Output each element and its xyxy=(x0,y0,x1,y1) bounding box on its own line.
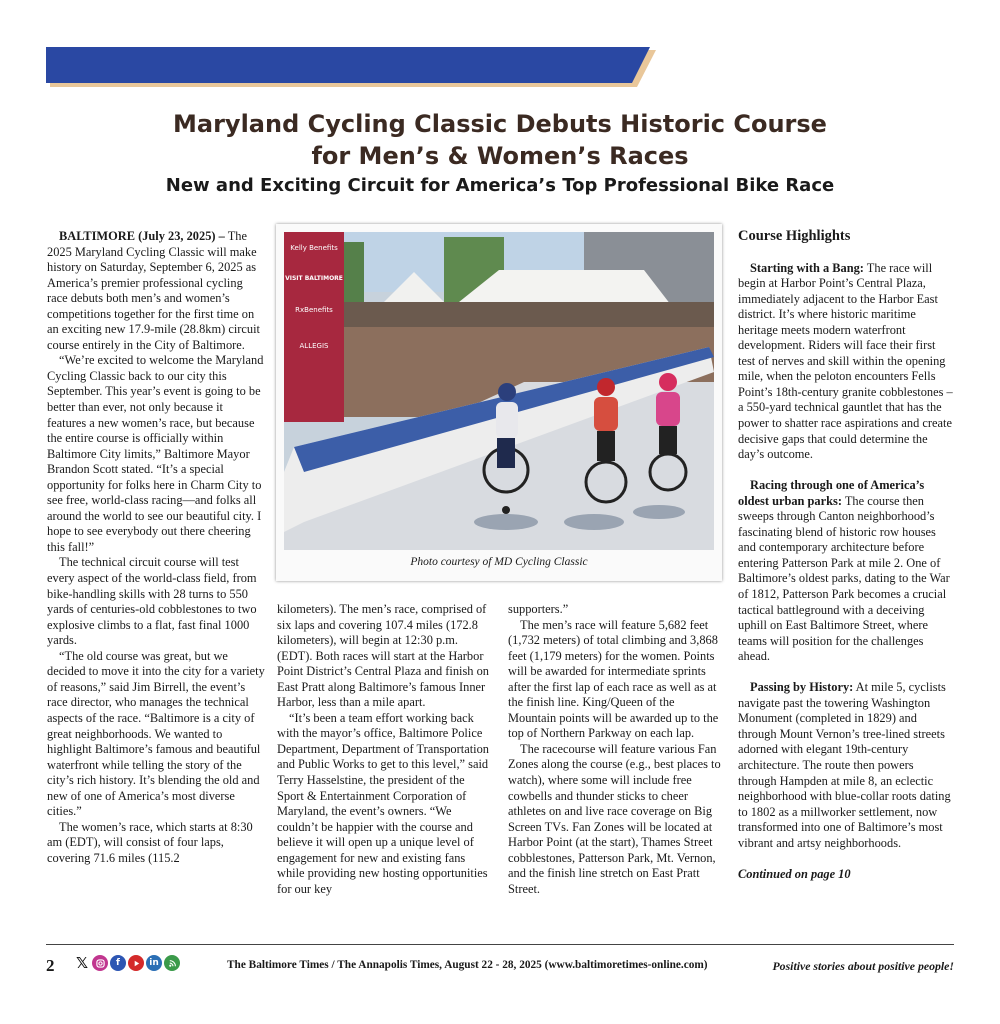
course-highlights-sidebar xyxy=(738,229,954,882)
x-twitter-icon[interactable]: 𝕏 xyxy=(75,954,89,972)
highlight-2-label: Racing through one of America’s oldest urban parks: xyxy=(738,478,925,508)
course-highlights-title: Course Highlights xyxy=(738,228,851,244)
youtube-icon[interactable] xyxy=(128,955,144,971)
highlight-3-text: At mile 5, cyclists navigate past the towering Washington Monument (completed in 1829) and through Mount Vernon’s tree-lined streets adorned with elegant 19th-century architecture. The route then powers through Hampden at mile 8, an eclectic neighborhood with blue-collar roots dating to 1802 as a millworker settlement, now transformed into one of Baltimore’s most vibrant and artsy neighborhoods. xyxy=(738,680,951,850)
footer-divider xyxy=(46,944,954,945)
rss-icon[interactable] xyxy=(164,955,180,971)
article-column-2 xyxy=(277,602,492,897)
paragraph-3: The technical circuit course will test every aspect of the world-class field, from bike-handling skills with 28 turns to 550 yards of centuries-old cobblestones to two explosive climbs to a flat, fast final 1000 yards. xyxy=(47,555,257,648)
paragraph-2: “We’re excited to welcome the Maryland Cycling Classic back to our city this September. This year’s event is going to be better than ever, not only because it features a new women’s race, but because the entire course is officially within Baltimore City limits,” Baltimore Mayor Brandon Scott stated. “It’s a special opportunity for folks here in Charm City to see free, world-class racing—and folks all around the world to see our beautiful city. I hope to see everybody out there cheering this fall!” xyxy=(47,353,264,554)
headline-line-2: for Men’s & Women’s Races xyxy=(311,142,689,170)
subheadline: New and Exciting Circuit for America’s Top Professional Bike Race xyxy=(165,175,835,196)
paragraph-7: The men’s race will feature 5,682 feet (1,732 meters) of total climbing and 3,868 feet (1,179 meters) for the women. Points will be awarded for intermediate sprints after the first lap of each race as well as at the finish line. King/Queen of the Mountain points will be awarded up to the top of Northern Parkway on each lap. xyxy=(508,617,719,741)
headline xyxy=(0,108,1000,172)
article-column-3 xyxy=(508,602,723,897)
banner-sponsor-3: RxBenefits xyxy=(295,306,333,314)
paragraph-4: “The old course was great, but we decided to move it into the city for a variety of reasons,” said Jim Birrell, the event’s race director, who manages the technical aspects of the race. “Baltimore is a city of great neighborhoods. We wanted to highlight Baltimore’s famous and beautiful waterfront while telling the story of the city’s rich history. It’s blending the old and new of one of America’s most diverse cities.” xyxy=(47,648,265,819)
headline-line-1: Maryland Cycling Classic Debuts Historic Course xyxy=(173,110,827,138)
highlight-3-label: Passing by History: xyxy=(750,680,854,695)
photo-caption: Photo courtesy of MD Cycling Classic xyxy=(410,556,588,568)
footer-slogan: Positive stories about positive people! xyxy=(772,959,954,973)
paragraph-5: The women’s race, which starts at 8:30 am (EDT), will consist of four laps, covering 71.6 miles (115.2 xyxy=(47,819,253,865)
article-column-1 xyxy=(47,229,265,866)
social-icons xyxy=(74,955,180,971)
highlight-2-text: The course then sweeps through Canton neighborhood’s fascinating blend of historic row houses and contemporary architecture before entering Patterson Park at mile 2. One of Baltimore’s oldest parks, dating to the War of 1812, Patterson Park becomes a crucial tactical battleground with a deceiving uphill on East Baltimore Street, where teams will position for the challenges ahead. xyxy=(738,493,950,664)
top-banner xyxy=(46,47,656,87)
paragraph-8: The racecourse will feature various Fan Zones along the course (e.g., best places to watch), where some will include free cowbells and thunder sticks to cheer athletes on and live race coverage on Big Screen TVs. Fan Zones will be located at Harbor Point (at the start), Thames Street cobblestones, Patterson Park, Mt. Vernon, and the finish line stretch on East Pratt Street. xyxy=(508,741,721,896)
photo-frame xyxy=(276,224,722,581)
banner-sponsor-4: ALLEGIS xyxy=(299,342,329,350)
race-finish-photo xyxy=(284,232,714,550)
banner-sponsor-1: Kelly Benefits xyxy=(290,244,338,252)
page-footer xyxy=(46,956,954,976)
paragraph-5-continued: kilometers). The men’s race, comprised of six laps and covering 107.4 miles (172.8 kilometers), will begin at 12:30 p.m. (EDT). Both races will start at the Harbor Point District’s Central Plaza and finish on East Pratt along Baltimore’s famous Inner Harbor, less than a mile apart. xyxy=(277,602,489,710)
instagram-icon[interactable] xyxy=(92,955,108,971)
publication-line: The Baltimore Times / The Annapolis Times, August 22 - 28, 2025 (www.baltimoretimes-online.com) xyxy=(227,959,708,971)
paragraph-6: “It’s been a team effort working back with the mayor’s office, Baltimore Police Department, Department of Transportation and Public Works to get to this level,” said Terry Hasselstine, the president of the Sport & Entertainment Corporation of Maryland, the event’s owners. “We couldn’t be happier with the course and believe it will open up a unique level of engagement for new and existing fans while providing new hosting opportunities for our key xyxy=(277,710,489,896)
paragraph-6-continued: supporters.” xyxy=(508,602,569,616)
banner-sponsor-2: VISIT BALTIMORE xyxy=(285,275,343,282)
paragraph-1: The 2025 Maryland Cycling Classic will make history on Saturday, September 6, 2025 as America’s premier professional cycling race debuts both men’s and women’s competitions together for the first time on an exciting new 17.9-mile (28.8km) circuit course entirely in the City of Baltimore. xyxy=(47,229,260,352)
page-number: 2 xyxy=(46,956,55,975)
highlight-1-text: The race will begin at Harbor Point’s Central Plaza, immediately adjacent to the Harbor East district. It’s where historic maritime heritage meets modern waterfront development. Riders will face their first test of nerves and skill within the opening mile, when the peloton encounters Fells Point’s 18th-century granite cobblestones – a 550-yard technical gauntlet that has the power to shatter race aspirations and create decisive gaps that could determine the day’s outcome. xyxy=(738,260,953,462)
highlight-1-label: Starting with a Bang: xyxy=(750,260,864,275)
continued-link[interactable]: Continued on page 10 xyxy=(738,866,851,881)
linkedin-icon[interactable]: in xyxy=(146,955,162,971)
facebook-icon[interactable]: f xyxy=(110,955,126,971)
dateline: BALTIMORE (July 23, 2025) – xyxy=(59,229,225,243)
